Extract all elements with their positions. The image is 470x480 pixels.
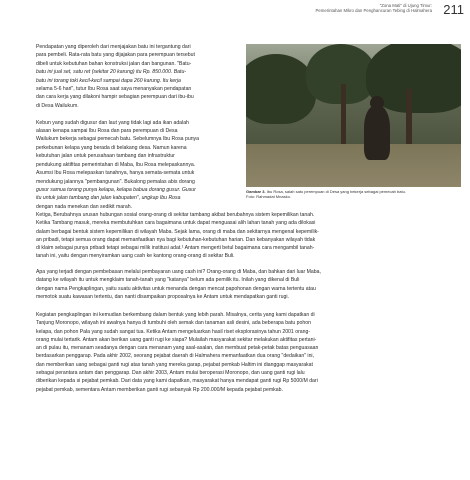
- left-column-text: [36, 43, 239, 211]
- caption-credit: Foto: Rahmadat Mnasko.: [246, 194, 291, 199]
- text-line: tanah ini, yaitu dengan menyiramkan uang cash ke kantong orang-orang di sekitar Buli.: [36, 253, 235, 260]
- text-line: an di pulau itu, menanam seadanya dengan cara menanam yang asal-asalan, dan membuat petak-petak batas penguasaan: [36, 345, 319, 352]
- running-title-line-1: "Zona Mati" di Ujung Timur:: [379, 3, 432, 8]
- text-line: dengan nama Pengkaplingan, yaitu suatu aktivitas untuk menanda dengan mencat papohonan dengan warna tertentu atau: [36, 285, 316, 292]
- text-line: Asumsi Ibu Rosa melepaskan tanahnya, hanya semata-semata untuk: [36, 170, 195, 177]
- text-line: Tanjung Moronopo, wilayah ini awalnya hanya di tumbuhi oleh semak dan tanaman asli desini, ada beberapa batu pohon: [36, 320, 311, 327]
- text-line: dan cara kerja yang dilakoni hampir sebagian perempuan dari ibu-ibu: [36, 94, 194, 101]
- text-line: selama 5-6 hari", tutur Ibu Rosa saat saya menanyakan pendapatan: [36, 86, 192, 93]
- text-line: dan memberikan uang sebagai ganti rugi atas tanah yang mereka garap, pejabat pemkab Haltim ini dianggap masyarakat: [36, 361, 313, 368]
- text-line: an pribadi, tetapi semua orang dapat memanfaatkan nya bagi kebutuhan-kebutuhan harian. Dan kebanyakan wilayah tidak: [36, 236, 316, 243]
- text-line: alasan kenapa sampai Ibu Rosa dan para perempuan di Desa: [36, 128, 178, 135]
- text-line: orang mulai tertarik. Antam akan berikan uang ganti rugi ke siapa? Mulailah masyarakat sekitar melakukan aktifitas pertani-: [36, 336, 317, 343]
- caption-text: Ibu Rosa, salah satu perempuan di Desa yang bekerja sebagai pemecah batu.: [266, 189, 406, 194]
- text-line: batu ini torang toki kecil-kecil sampai dapa 260 karung. Itu kerja: [36, 77, 181, 84]
- text-line: sebagai perantara antam dan penggarap. Dan akhir 2003, Antam mulai beroperasi Moronopo, dan uang ganti rugi lalu: [36, 370, 305, 377]
- running-head: [316, 3, 433, 14]
- photo-person: [364, 106, 390, 160]
- text-line: di Desa Wailukum.: [36, 102, 79, 109]
- text-line: Pendapatan yang diperoleh dari menjajakan batu ini tergantung dari: [36, 44, 191, 50]
- text-line: para pembeli. Rata-rata batu yang dijajakan para perempuan tersebut: [36, 52, 195, 59]
- text-line: Apa yang terjadi dengan pembebasan melalui pembayaran uang cash ini? Orang-orang di Maba, dan bahkan dari luar Maba,: [36, 269, 321, 275]
- text-line: batu ini jual set, satu ret (sekitar 20 karung) itu Rp. 850.000. Batu-: [36, 69, 187, 76]
- body-paragraph-2: [36, 268, 464, 301]
- photo-ground: [246, 144, 461, 187]
- text-line: pendukung aktifitas pemerintahan di Maba, Ibu Rosa melepaskannya.: [36, 161, 196, 168]
- text-line: perkebunan kelapa yang berada di belakang desa. Namun karena: [36, 144, 187, 151]
- text-line: di klaim sebagai punya pribadi tetapi sebagai milik institusi adat.¹ Antam mengerti betul bagaimana cara mengambil tanah-: [36, 245, 315, 252]
- text-line: Ketiga, Berubahnya urusan hubungan sosial orang-orang di sekitar tambang akibat berubahnya sistem kepemilikan tanah.: [36, 212, 315, 218]
- caption-label: Gambar 3.: [246, 189, 266, 194]
- blank-line: [36, 110, 239, 118]
- text-line: itu untuk jalan tambang dan jalan kabupaten", ungkap Ibu Rosa: [36, 195, 181, 202]
- text-line: kebutuhan jalan untuk perusahaan tambang dan infrastruktur: [36, 153, 175, 160]
- text-line: pejabat pemkab, sementara Antam memberikan ganti rugi sebanyak Rp 200.000/M kepada pejabat pemkab.: [36, 386, 283, 393]
- running-title-line-2: Pemerintahan Mikro dan Penghancuran Tebing di Halmahera: [315, 8, 432, 14]
- page-number: 211: [443, 2, 464, 17]
- text-line: memotok suatu kawasan tertentu, dan nanti disampaikan proposalnya ke Antam untuk mendapatkan ganti rugi.: [36, 293, 289, 300]
- text-line: Kegiatan pengkaplingan ini kemudian berkembang dalam bentuk yang lebih parah. Misalnya, cerita yang kami dapatkan di: [36, 312, 315, 318]
- photo-tree: [246, 54, 316, 124]
- text-line: gusur samua torang punya kelapa, kelapa babua dorang gusur. Gusur: [36, 186, 196, 193]
- text-line: berdasarkan penggarap. Pada akhir 2002, seorang pejabat daerah di Halmahera memanfaatkan dua orang "dedaikan" ini,: [36, 353, 315, 360]
- text-line: dalam berbagai bentuk sistem kepemilikan di wilayah Maba. Sejak lama, orang di maba dan sekitarnya mengenal kepemilik-: [36, 228, 319, 235]
- body-paragraph-1: [36, 211, 464, 261]
- text-line: kelapa, dan pohon Pala yang sudah sangat tua. Ketika Antam mengeluarkan hasil riset eksplorasinya tahun 2001 orang-: [36, 328, 311, 335]
- photo-caption: [246, 189, 464, 199]
- body-paragraph-3: [36, 311, 464, 394]
- text-line: dibeli untuk kebutuhan bahan konstruksi jalan dan bangunan. "Batu-: [36, 60, 192, 67]
- text-line: Ketika Tambang masuk, mereka membutuhkan cara bagaimana untuk dapat menguasai alih lahan tanah yang ada dilokasi: [36, 220, 316, 227]
- text-line: dengan nada menekan dan sedikit marah.: [36, 203, 133, 210]
- text-line: datang ke wilayah itu untuk mengklaim tanah-tanah yang "katanya" belum ada pemilik itu. Inilah yang dikenal di Buli: [36, 277, 300, 284]
- photo-woman-breaking-stones: [246, 44, 461, 187]
- text-line: Wailukum bekerja sebagai pemecah batu. Sebelumnya Ibu Rosa punya: [36, 136, 199, 143]
- text-line: diberikan kepada si pejabat pemkab. Dari data yang kami dapatkan, masyarakat hanya mendapat ganti rugi Rp 5000/M dari: [36, 378, 318, 385]
- text-line: mendukung jalannya "pembangunan". Bukalong pemalas abis dorang: [36, 178, 195, 185]
- text-line: Kebun yang sudah digusur dan laut yang tidak lagi ada ikan adalah: [36, 119, 189, 126]
- photo-person-head: [370, 96, 384, 110]
